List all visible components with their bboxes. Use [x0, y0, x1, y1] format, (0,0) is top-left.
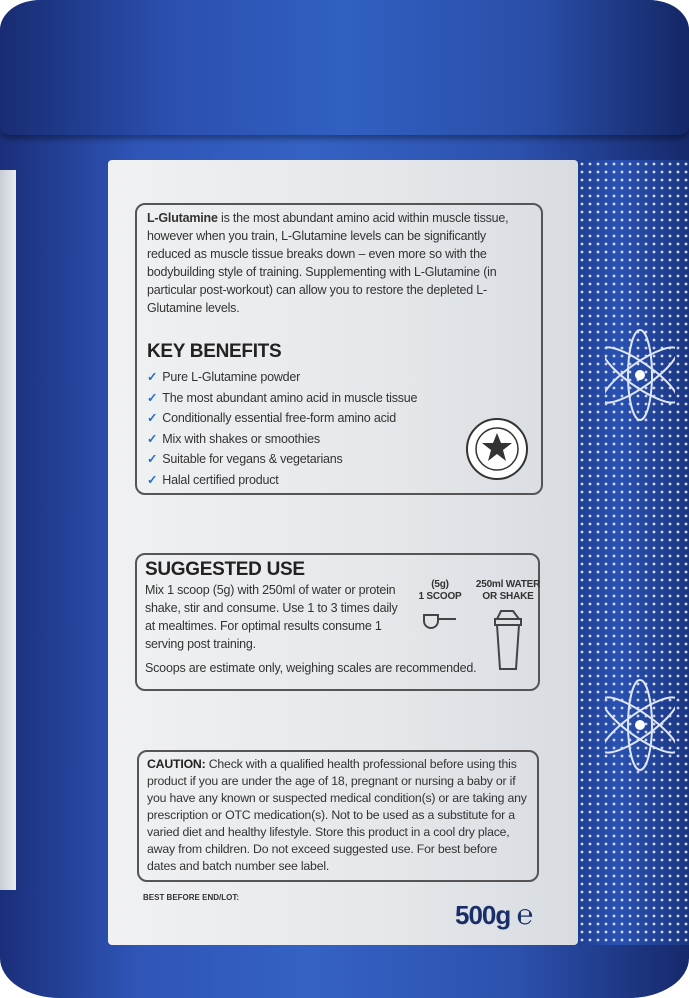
- halal-seal-icon: [465, 417, 529, 481]
- scoop-illustration: [412, 579, 468, 635]
- benefit-text: The most abundant amino acid in muscle tissue: [162, 390, 418, 405]
- key-benefits-title: KEY BENEFITS: [147, 341, 282, 362]
- side-label-strip: [0, 170, 16, 890]
- scoop-note: Scoops are estimate only, weighing scales are recommended.: [145, 661, 477, 675]
- benefit-item: [147, 388, 531, 409]
- caution-label: CAUTION:: [147, 757, 206, 771]
- lid: [0, 0, 689, 135]
- best-before-label: BEST BEFORE END/LOT:: [143, 893, 240, 902]
- check-icon: ✓: [147, 472, 158, 487]
- benefit-text: Halal certified product: [162, 472, 279, 487]
- caution-box: [137, 750, 539, 882]
- suggested-use-title: SUGGESTED USE: [145, 559, 305, 580]
- atom-icon: [605, 670, 675, 780]
- benefit-text: Pure L-Glutamine powder: [162, 370, 301, 384]
- shaker-icon: [491, 609, 525, 671]
- check-icon: ✓: [147, 411, 158, 425]
- estimated-sign-icon: ℮: [516, 899, 533, 930]
- scoop-icon: [420, 611, 460, 631]
- benefit-text: Conditionally essential free-form amino acid: [162, 411, 396, 425]
- scoop-label: (5g): [431, 579, 449, 590]
- check-icon: ✓: [147, 390, 158, 405]
- intro-body: is the most abundant amino acid within muscle tissue, however when you train, L-Glutamine levels can be significantly reduced as muscle tissue breaks down – even more so with the bodybuilding style of training. Supplementing with L-Glutamine (in particular post-workout) can allow you to restore the depleted L-Glutamine levels.: [147, 211, 509, 315]
- weight-value: 500g: [455, 900, 511, 930]
- intro-benefits-box: [135, 203, 543, 495]
- atom-icon: [605, 320, 675, 430]
- scoop-label: 1 SCOOP: [418, 591, 462, 602]
- check-icon: ✓: [147, 370, 158, 384]
- shaker-label: 250ml WATER: [475, 579, 541, 590]
- dotted-stripe: [570, 160, 689, 945]
- intro-text: [147, 209, 531, 317]
- benefit-text: Suitable for vegans & vegetarians: [162, 452, 343, 466]
- check-icon: ✓: [147, 431, 158, 446]
- check-icon: ✓: [147, 452, 158, 466]
- benefit-item: [147, 367, 531, 388]
- suggested-use-text: Mix 1 scoop (5g) with 250ml of water or protein shake, stir and consume. Use 1 to 3 times daily at mealtimes. For optimal results consume 1 serving post training.: [145, 583, 398, 651]
- shaker-label: OR SHAKE: [482, 591, 534, 602]
- caution-body: Check with a qualified health professional before using this product if you are under the age of 18, pregnant or nursing a baby or if you have any known or suspected medical condition(s) or are taking any prescription or OTC medication(s). Not to be used as a substitute for a varied diet and healthy lifestyle. Store this product in a cool dry place, away from children. Do not exceed suggested use. For best before dates and batch number see label.: [147, 757, 527, 873]
- suggested-use-box: [135, 553, 540, 691]
- shaker-illustration: [475, 579, 541, 675]
- benefit-text: Mix with shakes or smoothies: [162, 431, 320, 446]
- caution-text: [147, 756, 529, 875]
- intro-bold: L-Glutamine: [147, 211, 218, 225]
- net-weight: [455, 899, 532, 931]
